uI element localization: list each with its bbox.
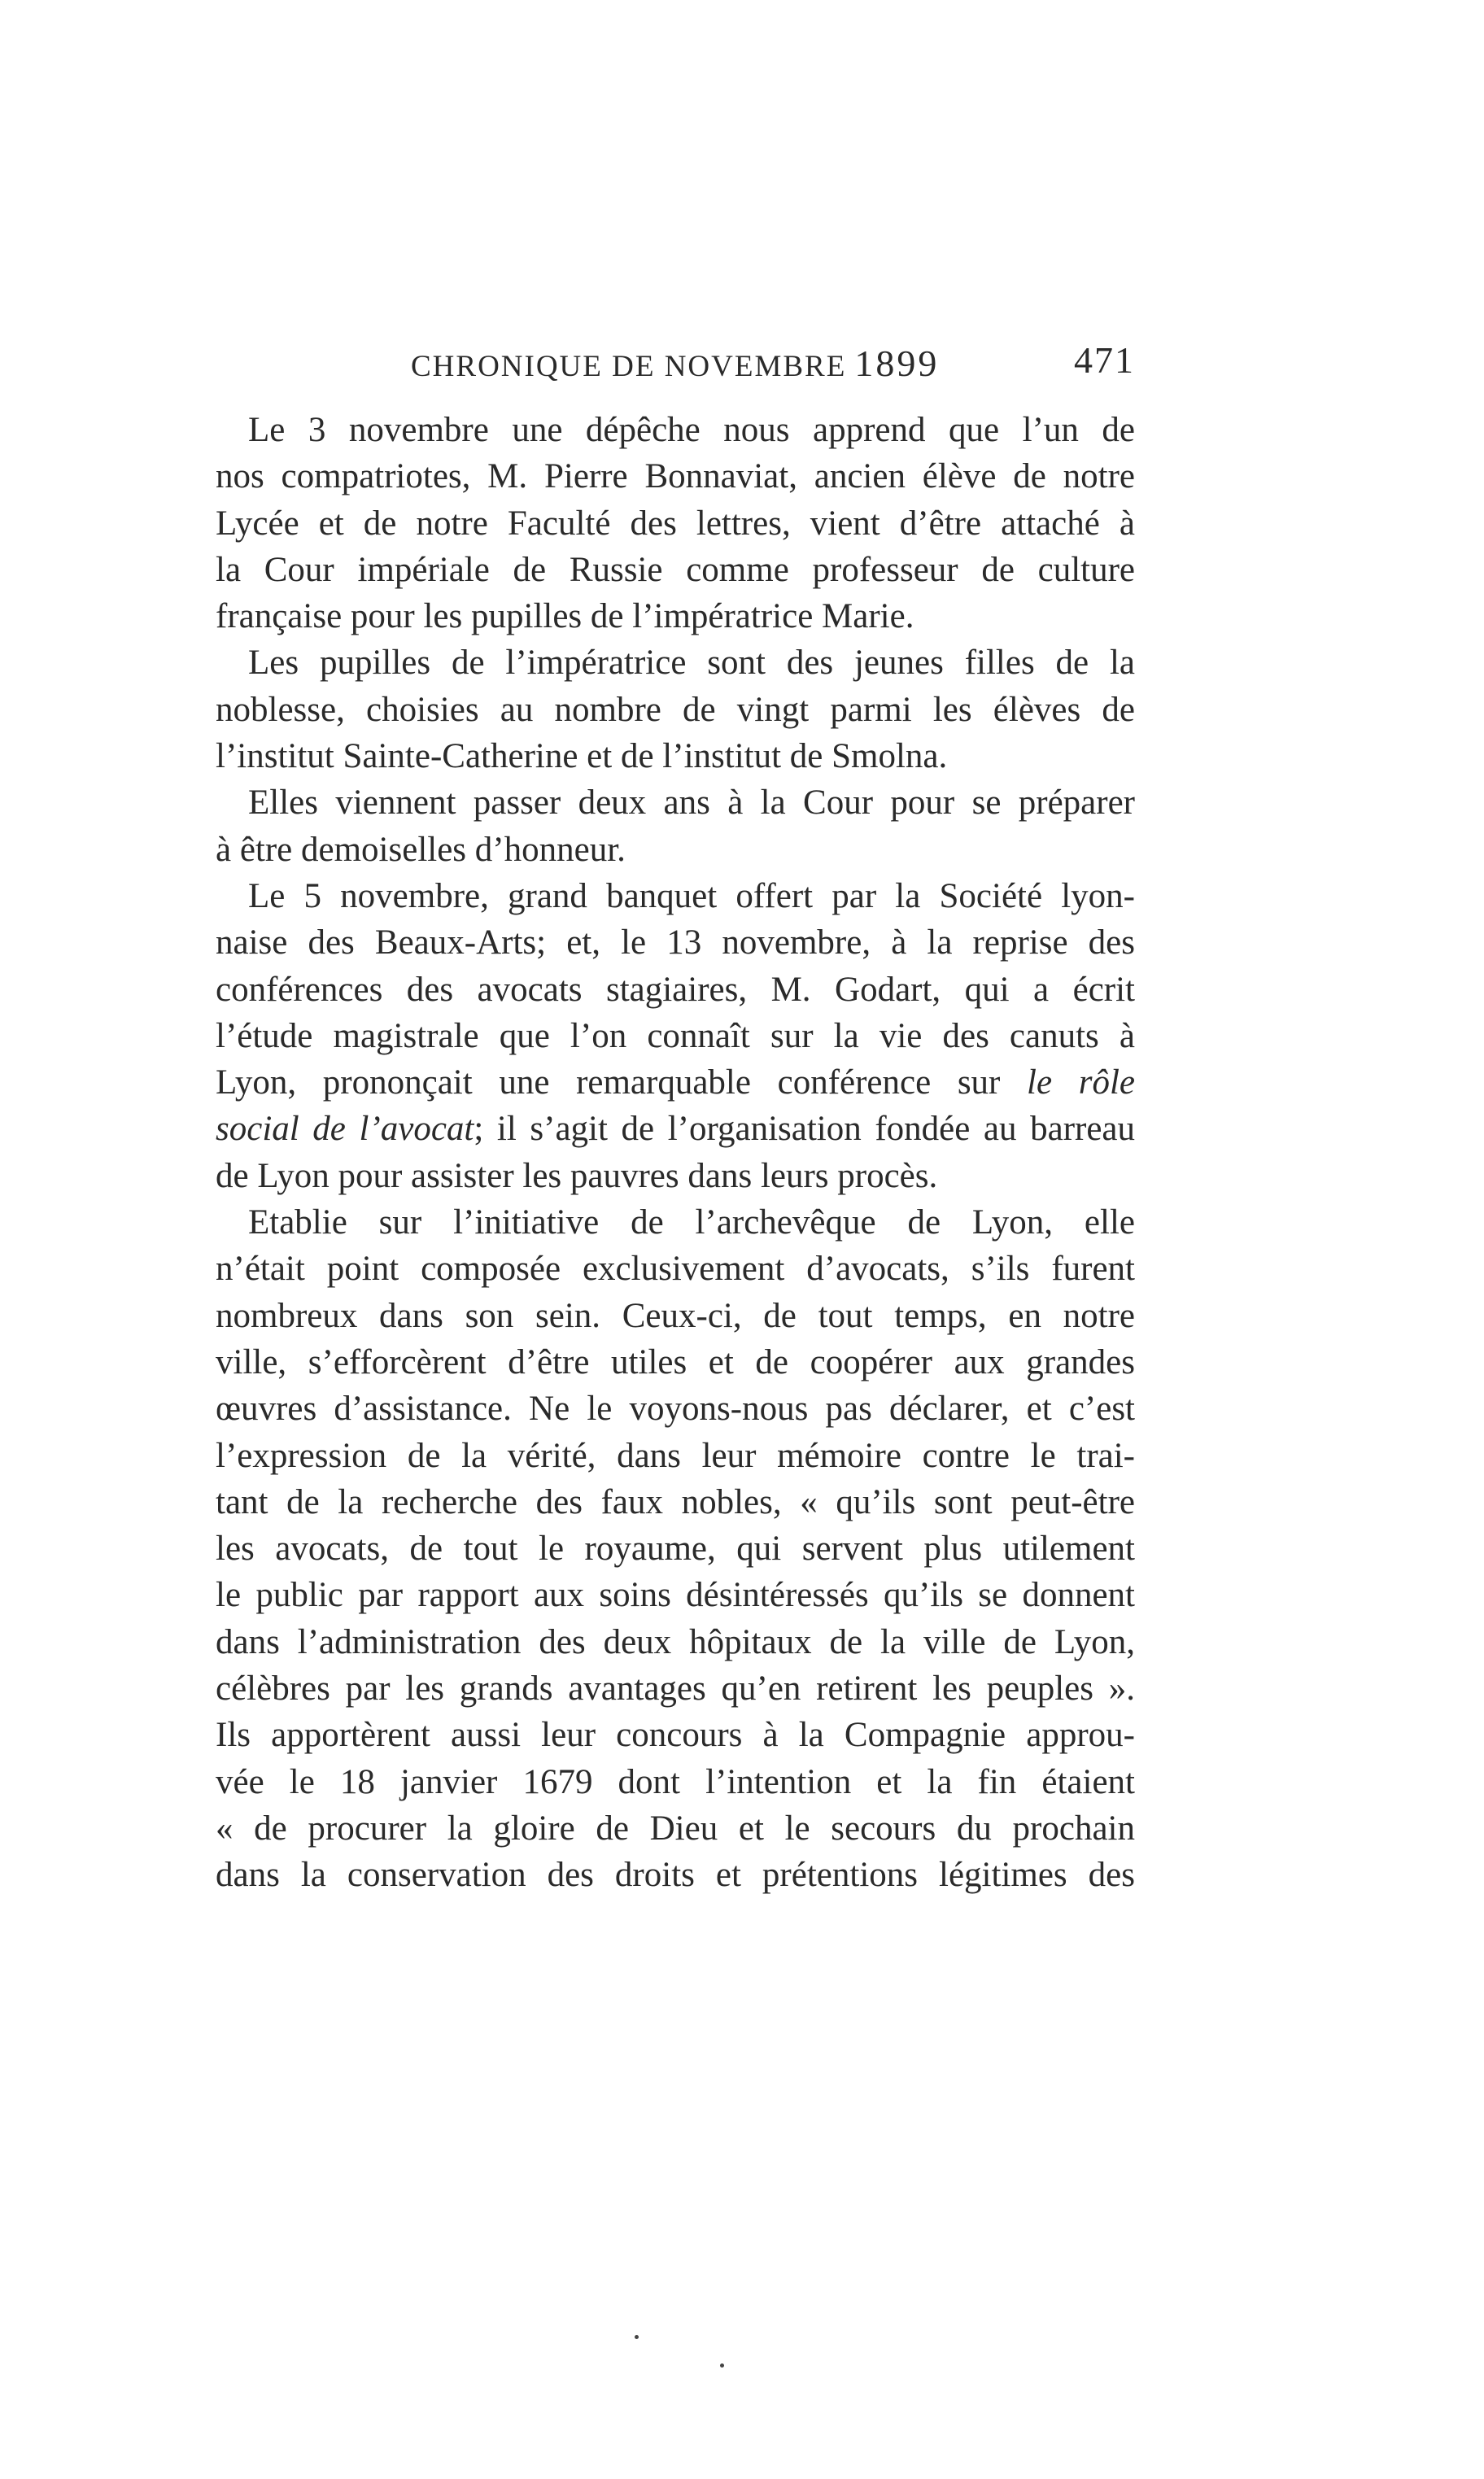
text-line: l’expression de la vérité, dans leur mémoire contre le trai- [216,1436,1135,1475]
chapter-title [411,342,939,385]
text-line: conférences des avocats stagiaires, M. Godart, qui a écrit [216,970,1135,1009]
text-line: nos compatriotes, M. Pierre Bonnaviat, ancien élève de notre [216,457,1135,496]
text-line: dans la conservation des droits et prétentions légitimes des [216,1856,1135,1895]
text-line-with-italic [216,1059,1135,1106]
text-segment: Lyon, prononçait une remarquable conférence sur [216,1063,1001,1102]
text-line: le public par rapport aux soins désintéressés qu’ils se donnent [216,1576,1135,1615]
text-line: Ils apportèrent aussi leur concours à la Compagnie approu- [216,1716,1135,1755]
italic-text: social de l’avocat [216,1110,474,1149]
text-line: ville, s’efforcèrent d’être utiles et de coopérer aux grandes [216,1342,1135,1381]
text-line: à être demoiselles d’honneur. [216,830,626,869]
text-line-with-italic [216,1106,1135,1152]
text-segment: ; il s’agit de l’organisation fondée au barreau [474,1110,1135,1149]
text-line: les avocats, de tout le royaume, qui servent plus utilement [216,1530,1135,1569]
text-line: Le 3 novembre une dépêche nous apprend que l’un de [248,411,1135,449]
text-line: Le 5 novembre, grand banquet offert par la Société lyon- [248,876,1135,915]
text-line: Lycée et de notre Faculté des lettres, vient d’être attaché à [216,504,1135,543]
text-line: nombreux dans son sein. Ceux-ci, de tout temps, en notre [216,1296,1135,1335]
paper-speck [720,2363,724,2368]
italic-text: le rôle [1027,1063,1135,1102]
text-line: dans l’administration des deux hôpitaux de la ville de Lyon, [216,1622,1135,1661]
text-line: Les pupilles de l’impératrice sont des jeunes filles de la [248,644,1135,683]
text-line: naise des Beaux-Arts; et, le 13 novembre, à la reprise des [216,923,1135,962]
running-head [216,339,1135,399]
text-line: célèbres par les grands avantages qu’en retirent les peuples ». [216,1669,1135,1709]
text-line: de Lyon pour assister les pauvres dans leurs procès. [216,1156,938,1195]
text-line: la Cour impériale de Russie comme professeur de culture [216,550,1135,589]
chapter-year: 1899 [854,343,940,384]
page-number: 471 [1074,339,1135,381]
paper-speck [635,2335,639,2339]
chapter-title-text: CHRONIQUE DE NOVEMBRE [411,350,847,383]
text-line: tant de la recherche des faux nobles, « qu’ils sont peut-être [216,1482,1135,1521]
text-line: Etablie sur l’initiative de l’archevêque de Lyon, elle [248,1203,1135,1242]
text-line: œuvres d’assistance. Ne le voyons-nous pas déclarer, et c’est [216,1390,1135,1429]
text-line: « de procurer la gloire de Dieu et le secours du prochain [216,1809,1135,1848]
body-text [216,407,1135,1899]
text-line: vée le 18 janvier 1679 dont l’intention et la fin étaient [216,1762,1135,1801]
text-line: n’était point composée exclusivement d’avocats, s’ils furent [216,1250,1135,1289]
text-line: noblesse, choisies au nombre de vingt parmi les élèves de [216,690,1135,729]
text-line: Elles viennent passer deux ans à la Cour pour se préparer [248,783,1135,823]
text-line: française pour les pupilles de l’impératrice Marie. [216,597,914,636]
text-line: l’étude magistrale que l’on connaît sur la vie des canuts à [216,1016,1135,1055]
text-line: l’institut Sainte-Catherine et de l’institut de Smolna. [216,737,948,776]
